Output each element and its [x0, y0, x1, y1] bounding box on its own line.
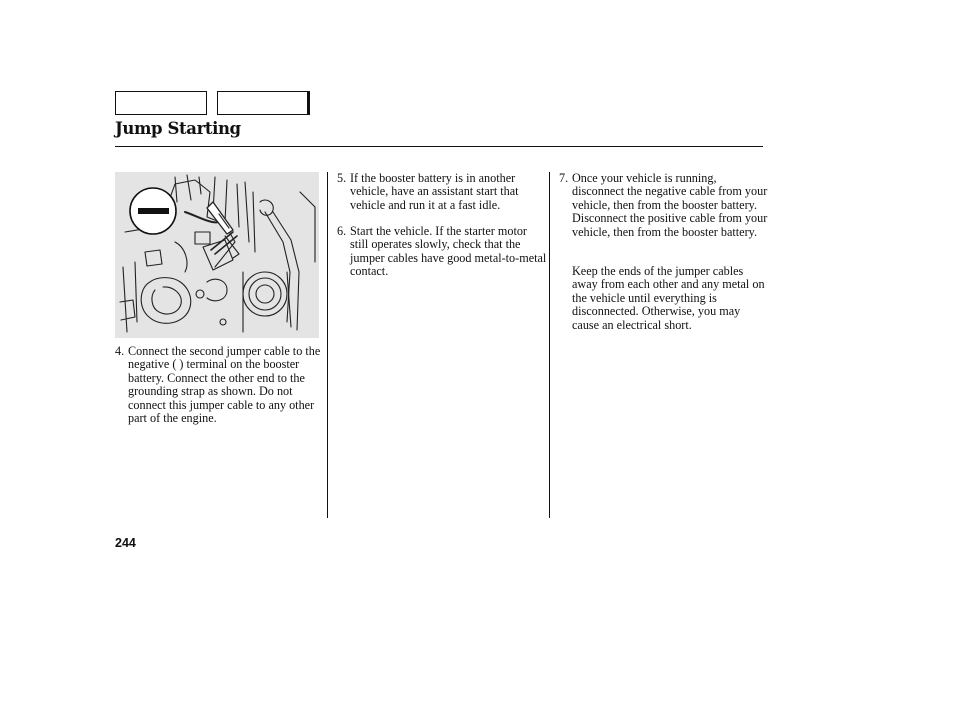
step-number: 5.	[337, 171, 347, 185]
step-number: 6.	[337, 224, 347, 238]
title-rule	[115, 146, 763, 147]
step-text: Start the vehicle. If the starter motor still operates slowly, check that the jumper cables have good metal-to-metal contact.	[350, 224, 547, 279]
column-divider-1	[327, 172, 328, 518]
nav-tab-1[interactable]	[115, 91, 207, 115]
caution-note: Keep the ends of the jumper cables away from each other and any metal on the vehicle until everything is disconnected. Otherwise, you may cause an electrical short.	[572, 264, 765, 332]
page-number: 244	[115, 536, 136, 550]
step-4	[115, 345, 325, 425]
page-title: Jump Starting	[115, 119, 241, 138]
step-6	[337, 225, 547, 279]
step-text: Once your vehicle is running, disconnect the negative cable from your vehicle, then from the booster battery. Disconnect the positive cable from your vehicle, then from the booster battery.	[572, 171, 768, 239]
negative-terminal-symbol-icon	[138, 208, 169, 214]
nav-tab-2[interactable]	[217, 91, 310, 115]
step-number: 4.	[115, 344, 125, 358]
step-5	[337, 172, 547, 212]
engine-drawing	[115, 172, 319, 338]
step-7	[559, 172, 769, 239]
step-text: If the booster battery is in another vehicle, have an assistant start that vehicle and run it at a fast idle.	[350, 171, 519, 212]
step-number: 7.	[559, 171, 569, 185]
step-text: Connect the second jumper cable to the negative ( ) terminal on the booster battery. Connect the other end to the grounding strap as shown. Do not connect this jumper cable to any other part of the engine.	[128, 344, 321, 426]
engine-illustration	[115, 172, 319, 338]
column-divider-2	[549, 172, 550, 518]
